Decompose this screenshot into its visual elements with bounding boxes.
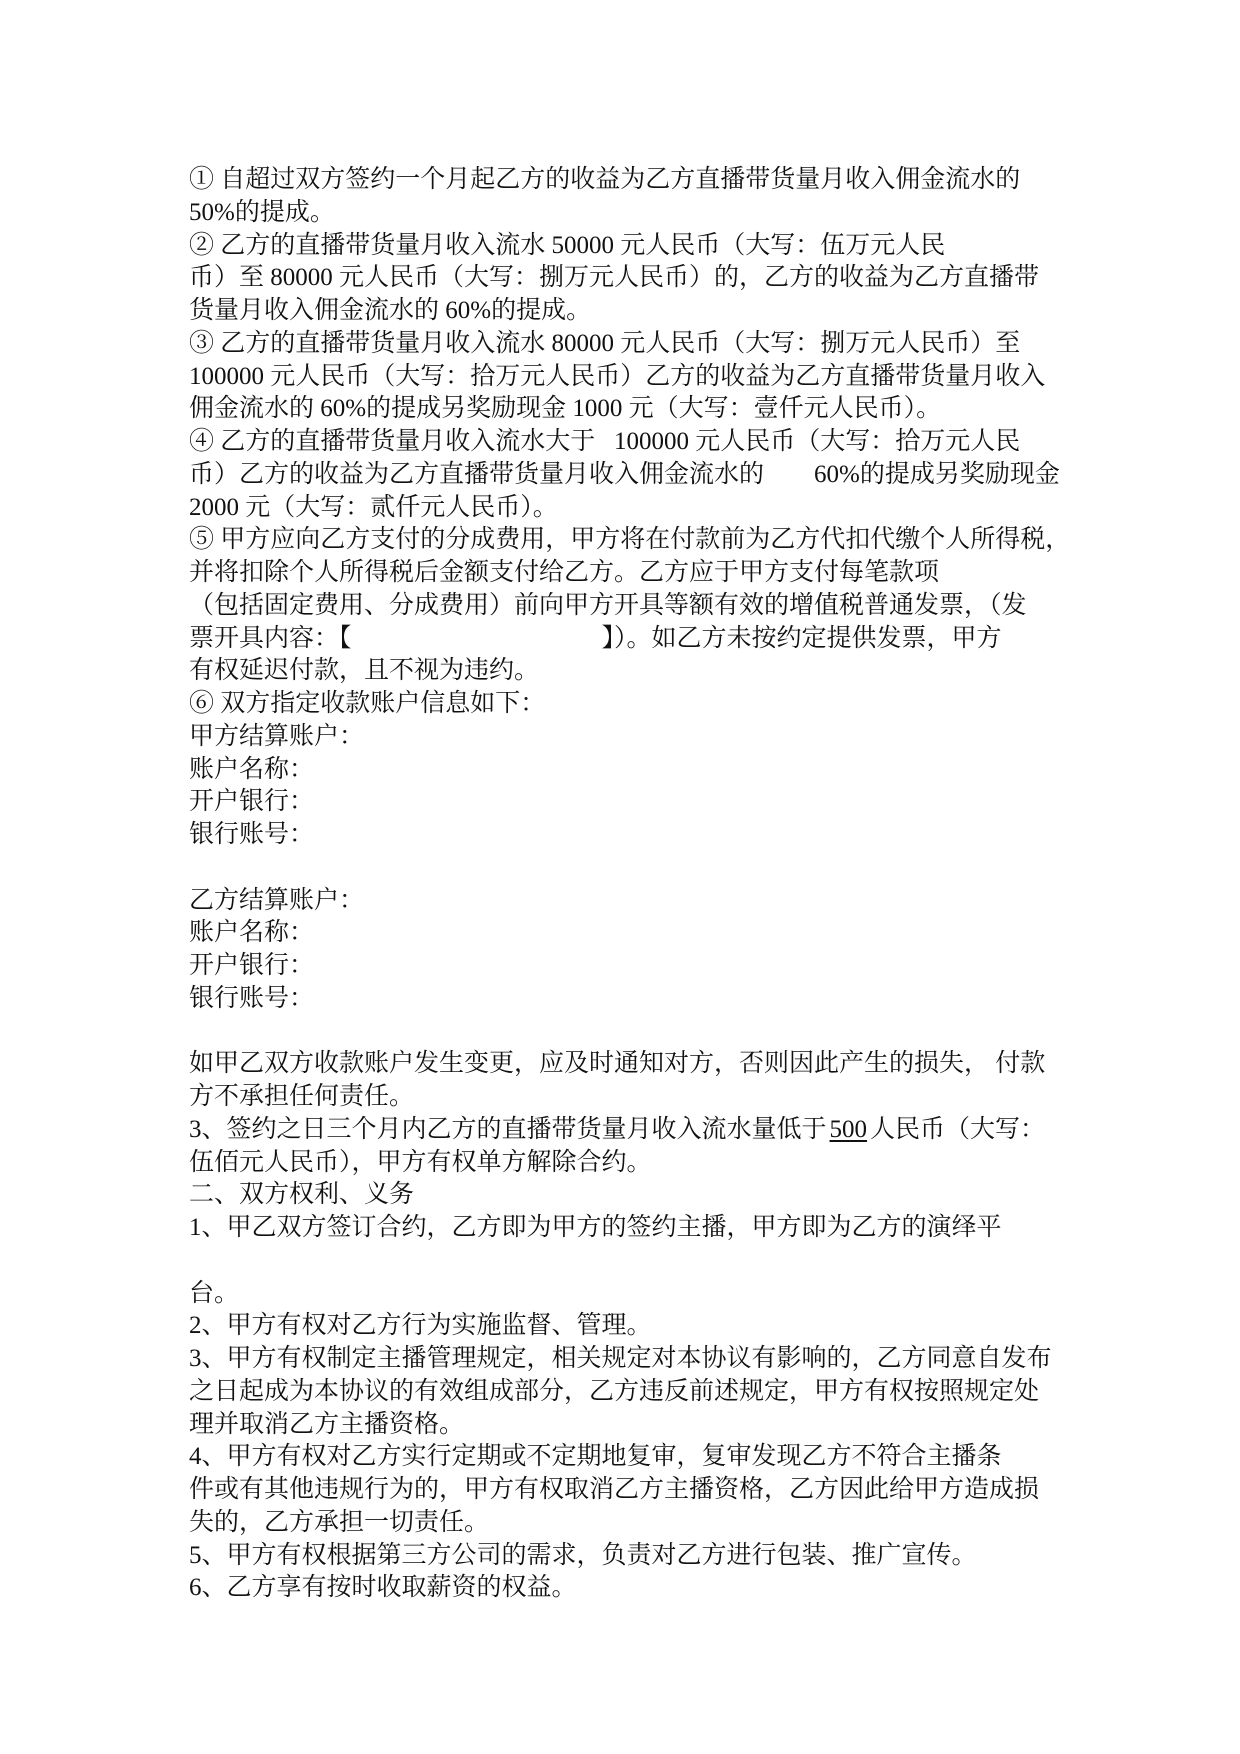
rights-item-5: 5、甲方有权根据第三方公司的需求，负责对乙方进行包装、推广宣传。 bbox=[189, 1541, 977, 1569]
rights-item-1-line-2: 台。 bbox=[189, 1279, 240, 1307]
commission-clause-3-line-3: 佣金流水的 60%的提成另奖励现金 1000 元（大写：壹仟元人民币）。 bbox=[189, 395, 942, 423]
commission-clause-2-line-2: 币）至 80000 元人民币（大写：捌万元人民币）的，乙方的收益为乙方直播带 bbox=[189, 264, 1040, 292]
commission-clause-2-line-1: ② 乙方的直播带货量月收入流水 50000 元人民币（大写：伍万元人民 bbox=[189, 231, 946, 259]
invoice-clause-continuation: 】）。如乙方未按约定提供发票，甲方 bbox=[601, 624, 1002, 652]
rights-item-6: 6、乙方享有按时收取薪资的权益。 bbox=[189, 1574, 577, 1602]
minimum-revenue-amount: 500 bbox=[829, 1115, 868, 1143]
commission-clause-4-line-2: 币）乙方的收益为乙方直播带货量月收入佣金流水的 60%的提成另奖励现金 bbox=[189, 460, 1060, 488]
rights-item-4-line-3: 失的，乙方承担一切责任。 bbox=[189, 1508, 490, 1536]
rights-section-heading: 二、双方权利、义务 bbox=[189, 1181, 415, 1209]
party-b-account-name-label: 账户名称： bbox=[189, 919, 315, 947]
rights-item-3-line-1: 3、甲方有权制定主播管理规定，相关规定对本协议有影响的，乙方同意自发布 bbox=[189, 1345, 1052, 1372]
rights-item-1-line-1: 1、甲乙双方签订合约，乙方即为甲方的签约主播，甲方即为乙方的演绎平 bbox=[189, 1214, 1002, 1241]
rights-item-3-line-3: 理并取消乙方主播资格。 bbox=[189, 1410, 465, 1438]
commission-clause-3-line-2: 100000 元人民币（大写：拾万元人民币）乙方的收益为乙方直播带货量月收入 bbox=[189, 362, 1046, 390]
rights-item-4-line-2: 件或有其他违规行为的，甲方有权取消乙方主播资格，乙方因此给甲方造成损 bbox=[189, 1476, 1040, 1503]
commission-clause-3-line-1: ③ 乙方的直播带货量月收入流水 80000 元人民币（大写：捌万元人民币）至 bbox=[189, 329, 1021, 357]
account-change-notice-line-2: 方不承担任何责任。 bbox=[189, 1083, 415, 1110]
commission-clause-4-line-3: 2000 元（大写：贰仟元人民币）。 bbox=[189, 493, 558, 521]
commission-clause-4-line-1: ④ 乙方的直播带货量月收入流水大于 100000 元人民币（大写：拾万元人民 bbox=[189, 428, 1021, 455]
invoice-clause-last-line: 有权延迟付款，且不视为违约。 bbox=[189, 657, 540, 685]
accounts-heading: ⑥ 双方指定收款账户信息如下： bbox=[189, 690, 546, 717]
contract-body bbox=[189, 164, 1189, 1605]
rights-item-2: 2、甲方有权对乙方行为实施监督、管理。 bbox=[189, 1312, 652, 1340]
party-a-account-title: 甲方结算账户： bbox=[189, 722, 365, 750]
termination-clause-line-1 bbox=[189, 1114, 1189, 1147]
invoice-content-line bbox=[189, 623, 1189, 656]
commission-clause-2-line-3: 货量月收入佣金流水的 60%的提成。 bbox=[189, 297, 592, 324]
invoice-clause-line-2: 并将扣除个人所得税后金额支付给乙方。乙方应于甲方支付每笔款项 bbox=[189, 559, 940, 586]
invoice-content-label: 票开具内容：【 bbox=[189, 624, 352, 652]
rights-item-3-line-2: 之日起成为本协议的有效组成部分，乙方违反前述规定，甲方有权按照规定处 bbox=[189, 1377, 1040, 1405]
party-a-bank-label: 开户银行： bbox=[189, 788, 315, 816]
party-a-account-name-label: 账户名称： bbox=[189, 755, 315, 783]
commission-clause-1-line-2: 50%的提成。 bbox=[189, 198, 335, 226]
commission-clause-1-line-1: ① 自超过双方签约一个月起乙方的收益为乙方直播带货量月收入佣金流水的 bbox=[189, 166, 1021, 193]
party-a-account-number-label: 银行账号： bbox=[189, 821, 315, 848]
termination-clause-currency: 人民币（大写： bbox=[870, 1115, 1046, 1143]
rights-item-4-line-1: 4、甲方有权对乙方实行定期或不定期地复审，复审发现乙方不符合主播条 bbox=[189, 1443, 1002, 1471]
party-b-account-number-label: 银行账号： bbox=[189, 984, 315, 1012]
party-b-bank-label: 开户银行： bbox=[189, 952, 315, 979]
termination-clause-line-2: 伍佰元人民币），甲方有权单方解除合约。 bbox=[189, 1148, 652, 1176]
blank-line bbox=[189, 1245, 1189, 1278]
termination-clause-text: 3、签约之日三个月内乙方的直播带货量月收入流水量低于 bbox=[189, 1115, 827, 1143]
party-b-account-title: 乙方结算账户： bbox=[189, 886, 365, 914]
blank-line bbox=[189, 852, 1189, 885]
invoice-clause-line-3: （包括固定费用、分成费用）前向甲方开具等额有效的增值税普通发票，（发 bbox=[189, 591, 1027, 619]
invoice-clause-line-1: ⑤ 甲方应向乙方支付的分成费用，甲方将在付款前为乙方代扣代缴个人所得税， bbox=[189, 526, 1071, 554]
blank-line bbox=[189, 1016, 1189, 1049]
account-change-notice-line-1: 如甲乙双方收款账户发生变更，应及时通知对方，否则因此产生的损失， 付款 bbox=[189, 1050, 1046, 1078]
